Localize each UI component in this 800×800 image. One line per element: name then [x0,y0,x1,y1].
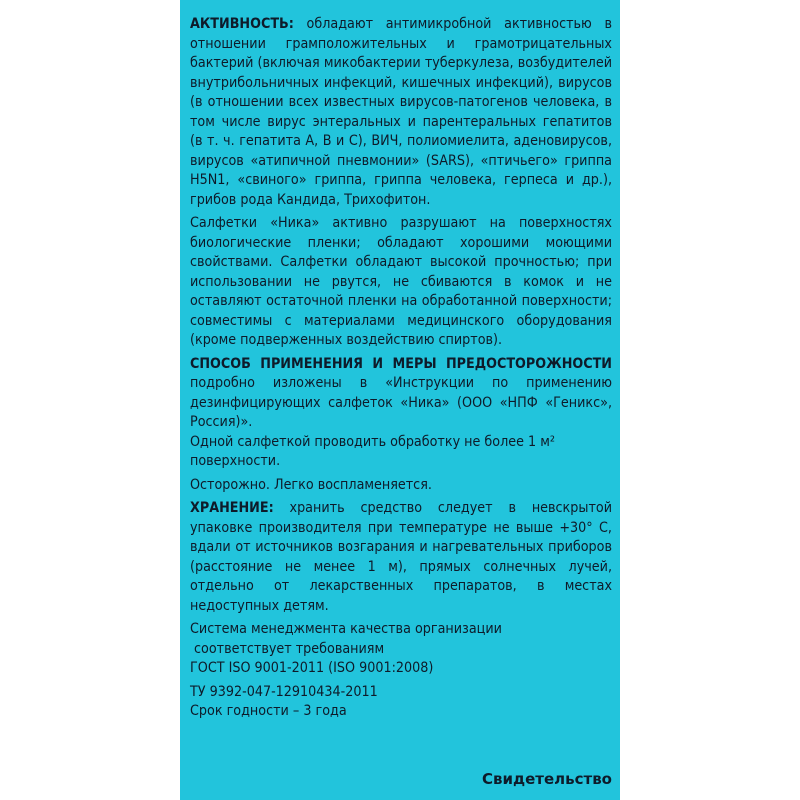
flammable-warning: Осторожно. Легко воспламеняется. [190,476,432,493]
package-text [190,15,612,722]
activity-text: обладают антимикробной активностью в отношении грамположительных и грамотрицательных бактерий (включая микобактерии туберкулеза, возбудителей внутрибольничных инфекций, кишечных инфекций), вирусов (в отношении всех известных вирусов-патогенов человека, в том числе вирус энтеральных и парентеральных гепатитов (в т. ч. гепатита А, В и С), ВИЧ, полиомиелита, аденовирусов, вирусов «атипичной пневмонии» (SARS), «птичьего» гриппа H5N1, «свиного» гриппа, гриппа человека, герпеса и др.), грибов рода Кандида, Трихофитон. [190,16,612,208]
quality-block [190,620,612,722]
storage-text: хранить средство следует в невскрытой упаковке производителя при температуре не выше +30° С, вдали от источников возгарания и нагревательных приборов (расстояние не менее 1 м), прямых солнечных лучей, отдельно от лекарственных препаратов, в местах недоступных детям. [190,500,612,614]
shelf-life: Срок годности – 3 года [190,703,347,719]
certificate-label: Свидетельство [481,770,612,788]
quality-line-1: Система менеджмента качества организации [190,621,502,637]
usage-heading: СПОСОБ ПРИМЕНЕНИЯ И МЕРЫ ПРЕДОСТОРОЖНОСТИ [190,355,612,372]
storage-heading: ХРАНЕНИЕ: [190,500,274,516]
area-note: Одной салфеткой проводить обработку не более 1 м² поверхности. [190,433,555,469]
properties-section: Салфетки «Ника» активно разрушают на поверхностях биологические пленки; обладают хорошими моющими свойствами. Салфетки обладают высокой прочностью; при использовании не рвутся, не сбиваются в комок и не оставляют остаточной пленки на обработанной поверхности; совместимы с материалами медицинского оборудования (кроме подверженных воздействию спиртов). [190,215,612,348]
quality-line-2: соответствует требованиям [194,640,385,657]
activity-heading: АКТИВНОСТЬ: [190,16,294,32]
usage-text: подробно изложены в «Инструкции по применению дезинфицирующих салфеток «Ника» (ООО «НПФ «Геникс», Россия)». [190,375,612,430]
quality-standard: ГОСТ ISO 9001-2011 (ISO 9001:2008) [190,660,434,676]
storage-section [190,499,612,616]
tu-number: ТУ 9392-047-12910434-2011 [190,683,378,700]
usage-section [190,355,612,433]
activity-section [190,15,612,210]
